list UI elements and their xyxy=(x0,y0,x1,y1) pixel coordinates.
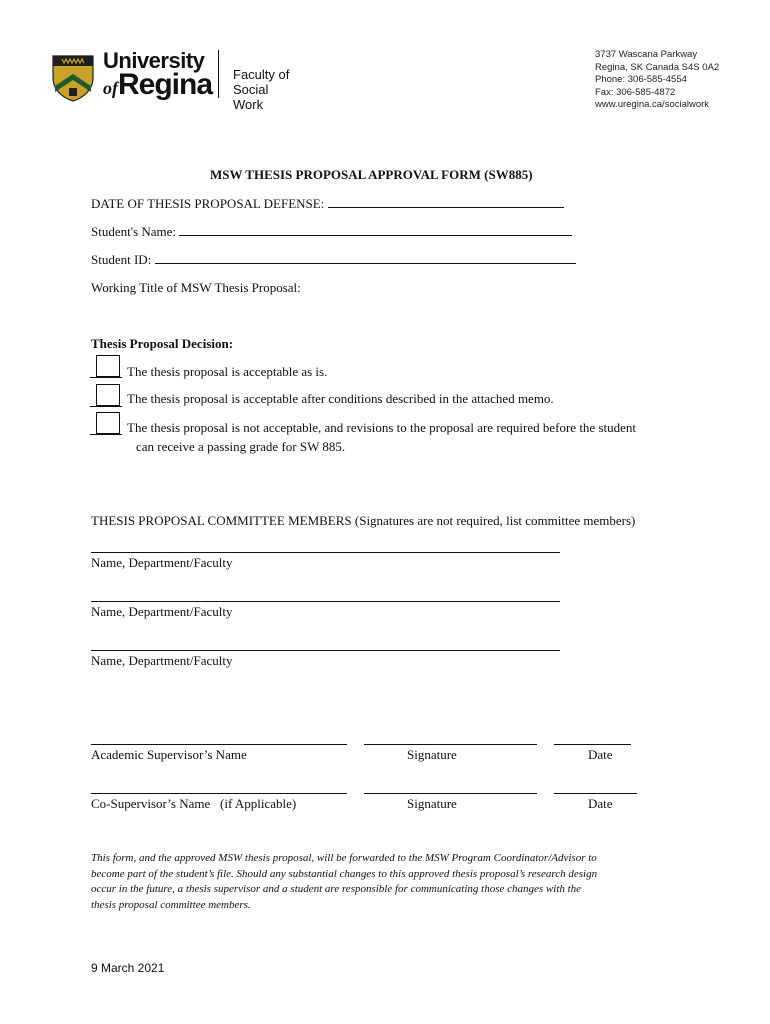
supervisor-signature-label: Signature xyxy=(407,747,457,762)
supervisor-date-input[interactable] xyxy=(554,744,631,745)
address-website[interactable]: www.uregina.ca/socialwork xyxy=(595,99,710,110)
address-fax: Fax: 306-585-4872 xyxy=(595,86,676,98)
address-block xyxy=(595,49,719,112)
supervisor-name-input[interactable] xyxy=(91,744,347,745)
note-line: This form, and the approved MSW thesis proposal, will be forwarded to the MSW Program Coordinator/Advisor to xyxy=(91,852,597,864)
footer-date: 9 March 2021 xyxy=(91,961,165,975)
decision-option-2: The thesis proposal is acceptable after conditions described in the attached memo. xyxy=(127,391,554,406)
university-of-text: of xyxy=(103,78,118,98)
note-line: occur in the future, a thesis supervisor and a student are responsible for communicating those changes with the xyxy=(91,883,582,895)
supervisor-signature-input[interactable] xyxy=(364,744,537,745)
committee-heading: THESIS PROPOSAL COMMITTEE MEMBERS (Signatures are not required, list committee members) xyxy=(91,513,636,528)
supervisor-date-label: Date xyxy=(588,747,613,762)
decision-checkbox-2[interactable] xyxy=(96,384,120,406)
defense-date-input[interactable] xyxy=(328,196,564,208)
university-wordmark-2 xyxy=(103,70,212,105)
university-wordmark-1: University xyxy=(103,48,205,73)
student-name-label: Student's Name: xyxy=(91,224,177,239)
faculty-line2: Social Work xyxy=(233,82,269,112)
cosupervisor-signature-label: Signature xyxy=(407,796,457,811)
student-name-field xyxy=(91,224,572,240)
logo-divider xyxy=(218,50,219,98)
committee-member-2-input[interactable] xyxy=(91,601,560,602)
note-line: thesis proposal committee members. xyxy=(91,898,251,911)
checkbox-underline xyxy=(90,406,122,407)
committee-member-3-label: Name, Department/Faculty xyxy=(91,653,233,668)
student-name-input[interactable] xyxy=(179,224,572,236)
university-logo xyxy=(50,48,302,112)
address-phone: Phone: 306-585-4554 xyxy=(595,74,687,85)
address-line: 3737 Wascana Parkway xyxy=(595,49,698,60)
cosupervisor-name-label: Co-Supervisor’s Name (if Applicable) xyxy=(91,796,297,811)
student-id-field xyxy=(91,252,576,268)
committee-member-2-label: Name, Department/Faculty xyxy=(91,604,233,619)
defense-date-field xyxy=(91,196,564,212)
university-regina-text: Regina xyxy=(118,68,213,101)
decision-option-3: The thesis proposal is not acceptable, and revisions to the proposal are required before the student xyxy=(127,420,637,435)
form-title: MSW THESIS PROPOSAL APPROVAL FORM (SW885) xyxy=(210,167,533,182)
committee-member-1-label: Name, Department/Faculty xyxy=(91,555,233,570)
checkbox-underline xyxy=(90,377,122,378)
decision-checkbox-1[interactable] xyxy=(96,355,120,377)
decision-option-3-cont: can receive a passing grade for SW 885. xyxy=(136,439,346,454)
decision-option-1: The thesis proposal is acceptable as is. xyxy=(127,364,328,379)
faculty-line1: Faculty of xyxy=(233,67,290,82)
note-line: become part of the student’s file. Should any substantial changes to this approved thesis proposal’s research design xyxy=(91,867,598,880)
working-title-label: Working Title of MSW Thesis Proposal: xyxy=(91,280,301,295)
decision-heading: Thesis Proposal Decision: xyxy=(91,336,234,351)
forwarding-note xyxy=(91,851,597,913)
student-id-label: Student ID: xyxy=(91,252,152,267)
committee-member-3-input[interactable] xyxy=(91,650,560,651)
cosupervisor-name-input[interactable] xyxy=(91,793,347,794)
decision-checkbox-3[interactable] xyxy=(96,412,120,434)
defense-date-label: DATE OF THESIS PROPOSAL DEFENSE: xyxy=(91,196,325,211)
student-id-input[interactable] xyxy=(155,252,576,264)
supervisor-name-label: Academic Supervisor’s Name xyxy=(91,747,247,762)
committee-member-1-input[interactable] xyxy=(91,552,560,553)
cosupervisor-date-label: Date xyxy=(588,796,613,811)
checkbox-underline xyxy=(90,434,122,435)
cosupervisor-date-input[interactable] xyxy=(554,793,637,794)
cosupervisor-signature-input[interactable] xyxy=(364,793,537,794)
crest-icon xyxy=(50,50,96,102)
address-city: Regina, SK Canada S4S 0A2 xyxy=(595,61,720,73)
